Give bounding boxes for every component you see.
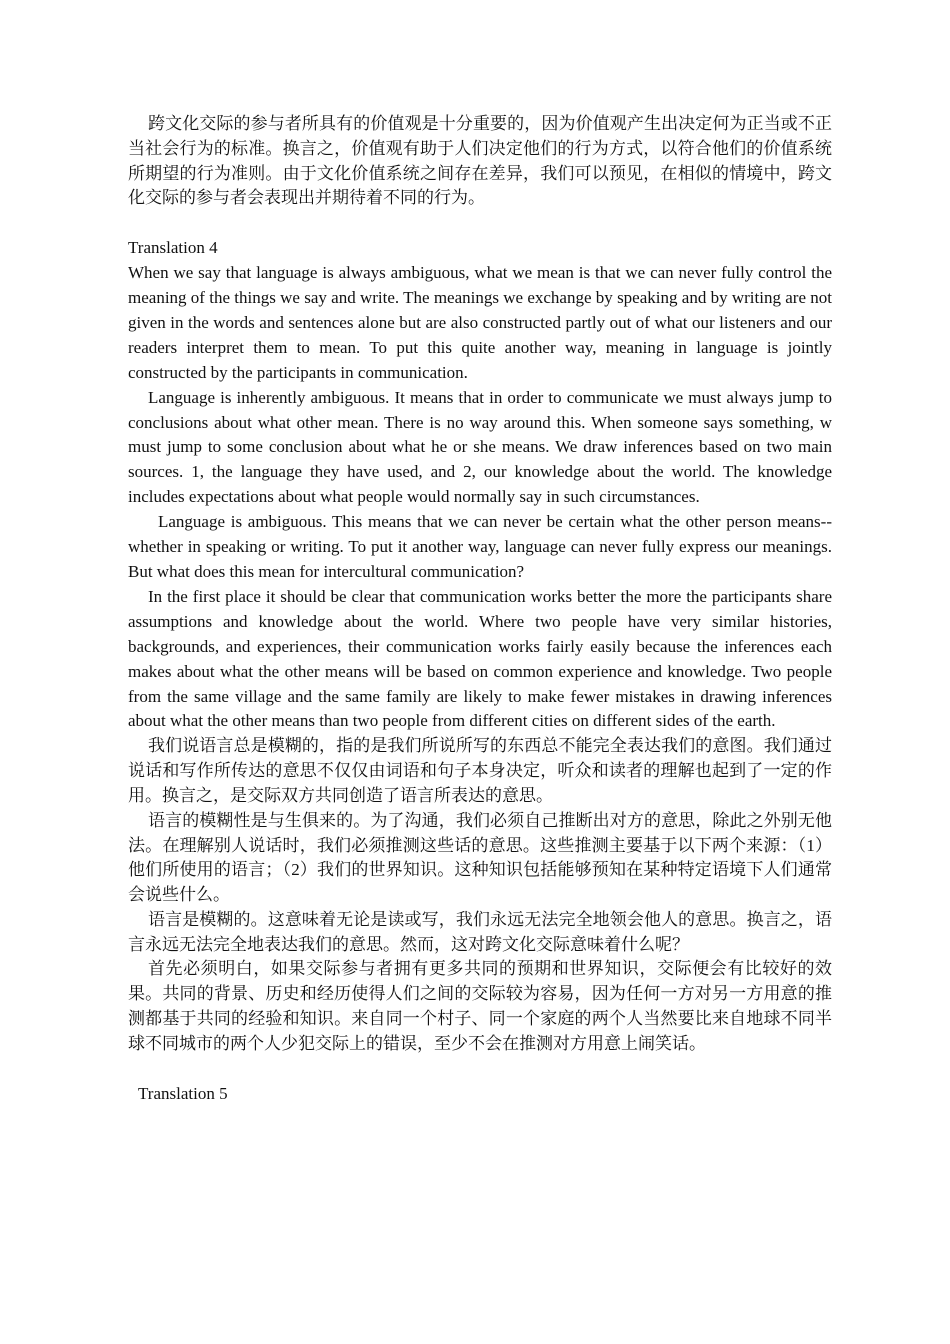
english-paragraph-4: In the first place it should be clear that communication works better the more the participants share assumptions and knowledge about the world. Where two people have very similar histories, backgrounds, and experiences, their communication works fairly easily because the inferences each makes about what the other means will be based on common experience and knowledge. Two people from the same village and the same family are likely to make fewer mistakes in drawing inferences about what the other means than two people from different cities on different sides of the earth. <box>128 586 832 731</box>
english-paragraph-1: When we say that language is always ambiguous, what we mean is that we can never fully control the meaning of the things we say and write. The meanings we exchange by speaking and by writing are not given in the words and sentences alone but are also constructed partly out of what our listeners and our readers interpret them to mean. To put this quite another way, meaning in language is jointly constructed by the participants in communication. <box>128 263 832 382</box>
english-paragraph-2: Language is inherently ambiguous. It means that in order to communicate we must always jump to conclusions about what other mean. There is no way around this. When someone says something, w must jump to some conclusion about what he or she means. We draw inferences based on two main sources. 1, the language they have used, and 2, our knowledge about the world. The knowledge includes expectations about what people would normally say in such circumstances. <box>128 387 832 507</box>
english-paragraph-3: Language is ambiguous. This means that we can never be certain what the other person means--whether in speaking or writing. To put it another way, language can never fully express our meanings. But what does this mean for intercultural communication? <box>128 512 832 581</box>
document-page <box>128 112 832 1107</box>
chinese-paragraph-values: 跨文化交际的参与者所具有的价值观是十分重要的，因为价值观产生出决定何为正当或不正当社会行为的标准。换言之，价值观有助于人们决定他们的行为方式，以符合他们的价值系统所期望的行为准则。由于文化价值系统之间存在差异，我们可以预见，在相似的情境中，跨文化交际的参与者会表现出并期待着不同的行为。 <box>128 114 832 208</box>
heading-translation-4: Translation 4 <box>128 238 218 258</box>
spacer <box>128 211 832 236</box>
heading-translation-5: Translation 5 <box>138 1083 228 1103</box>
chinese-paragraph-2: 语言的模糊性是与生俱来的。为了沟通，我们必须自己推断出对方的意思，除此之外别无他法。在理解别人说话时，我们必须推测这些话的意思。这些推测主要基于以下两个来源：（1）他们所使用的语言；（2）我们的世界知识。这种知识包括能够预知在某种特定语境下人们通常会说些什么。 <box>128 810 832 905</box>
chinese-paragraph-3: 语言是模糊的。这意味着无论是读或写，我们永远无法完全地领会他人的意思。换言之，语言永远无法完全地表达我们的意思。然而，这对跨文化交际意味着什么呢？ <box>128 909 832 954</box>
chinese-paragraph-4: 首先必须明白，如果交际参与者拥有更多共同的预期和世界知识，交际便会有比较好的效果。共同的背景、历史和经历使得人们之间的交际较为容易，因为任何一方对另一方用意的推测都基于共同的经验和知识。来自同一个村子、同一个家庭的两个人当然要比来自地球不同半球不同城市的两个人少犯交际上的错误，至少不会在推测对方用意上闹笑话。 <box>128 959 832 1053</box>
chinese-paragraph-1: 我们说语言总是模糊的，指的是我们所说所写的东西总不能完全表达我们的意图。我们通过说话和写作所传达的意思不仅仅由词语和句子本身决定，听众和读者的理解也起到了一定的作用。换言之，是交际双方共同创造了语言所表达的意思。 <box>128 736 832 805</box>
spacer <box>128 1057 832 1082</box>
